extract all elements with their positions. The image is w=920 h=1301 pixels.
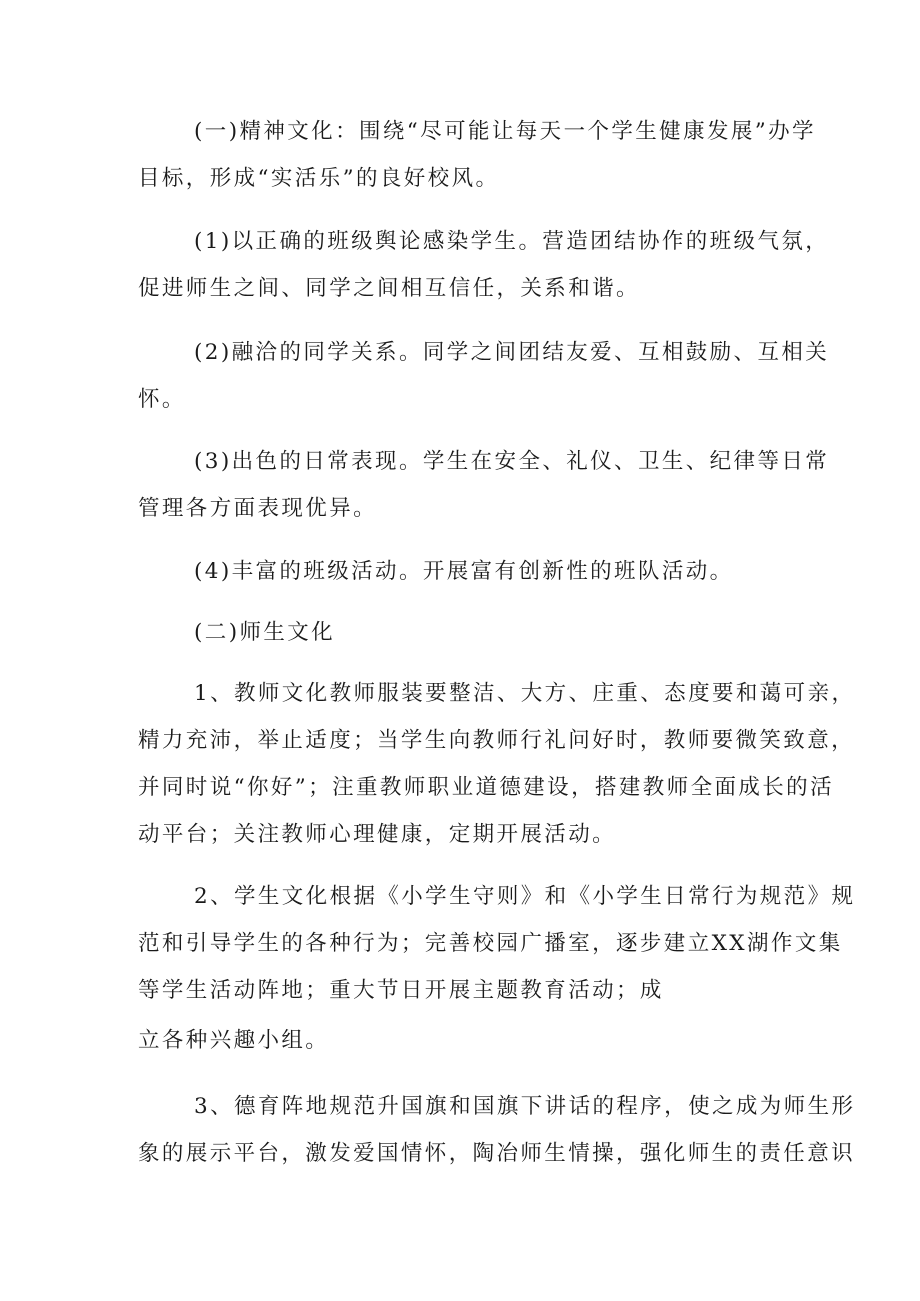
paragraph-teacher-culture (138, 670, 856, 858)
text-line: 管理各方面表现优异。 (138, 496, 378, 521)
text-line: 2、学生文化根据《小学生守则》和《小学生日常行为规范》规 (194, 884, 856, 909)
text-line: (一)精神文化：围绕“尽可能让每天一个学生健康发展”办学 (194, 119, 816, 144)
paragraph-item-2 (138, 329, 830, 423)
paragraph-item-1 (138, 218, 830, 312)
paragraph-item-4 (138, 548, 788, 595)
text-line: 立各种兴趣小组。 (138, 1028, 330, 1053)
text-line: (3)出色的日常表现。学生在安全、礼仪、卫生、纪律等日常 (194, 449, 830, 474)
section-heading-teacher-student-culture (138, 609, 788, 656)
paragraph-student-culture-continued (138, 1017, 788, 1064)
text-line: 并同时说“你好”；注重教师职业道德建设，搭建教师全面成长的活 (138, 775, 834, 800)
text-line: 精力充沛，举止适度；当学生向教师行礼问好时，教师要微笑致意， (138, 728, 856, 753)
paragraph-spiritual-culture (138, 108, 816, 202)
text-line: 促进师生之间、同学之间相互信任，关系和谐。 (138, 276, 640, 301)
text-line: 动平台；关注教师心理健康，定期开展活动。 (138, 822, 617, 847)
paragraph-moral-education (138, 1083, 856, 1177)
text-line: (4)丰富的班级活动。开展富有创新性的班队活动。 (194, 559, 734, 584)
text-line: 象的展示平台，激发爱国情怀，陶冶师生情操，强化师生的责任意识 (138, 1141, 856, 1166)
text-line: 3、德育阵地规范升国旗和国旗下讲话的程序，使之成为师生形 (194, 1094, 856, 1119)
text-line: (2)融洽的同学关系。同学之间团结友爱、互相鼓励、互相关 (194, 340, 830, 365)
section-heading: (二)师生文化 (194, 620, 336, 645)
text-line: 范和引导学生的各种行为；完善校园广播室，逐步建立XX湖作文集 (138, 931, 843, 956)
paragraph-student-culture (138, 873, 856, 1014)
text-line: (1)以正确的班级舆论感染学生。营造团结协作的班级气氛， (194, 229, 830, 254)
text-line: 怀。 (138, 387, 186, 412)
paragraph-item-3 (138, 438, 830, 532)
text-line: 1、教师文化教师服装要整洁、大方、庄重、态度要和蔼可亲， (194, 681, 856, 706)
text-line: 等学生活动阵地；重大节日开展主题教育活动；成 (138, 978, 664, 1003)
text-line: 目标，形成“实活乐”的良好校风。 (138, 166, 500, 191)
